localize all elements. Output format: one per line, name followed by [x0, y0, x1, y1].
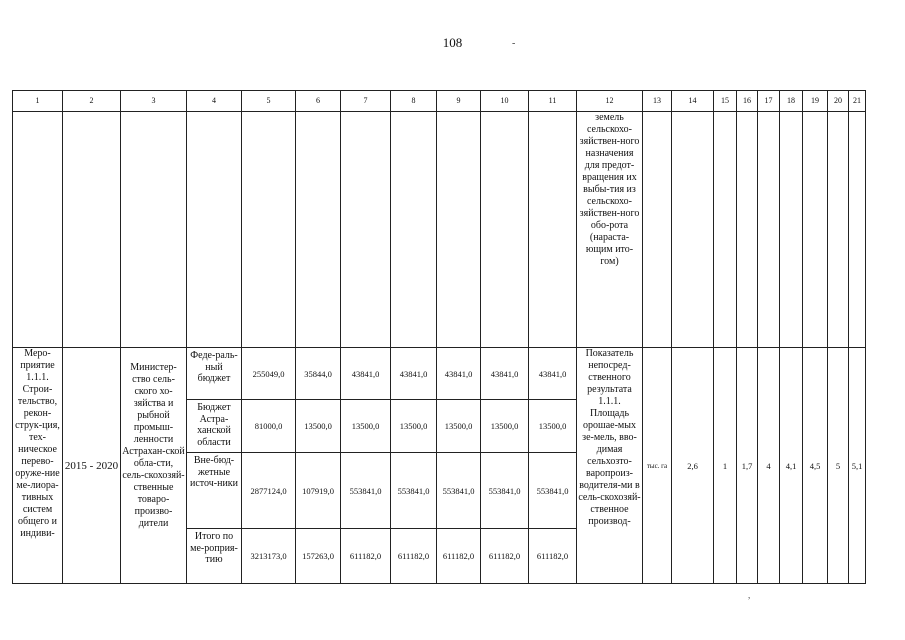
- col-header: 3: [121, 91, 187, 112]
- amount-cell: 553841,0: [529, 453, 577, 529]
- indicator-value: 5: [828, 348, 849, 584]
- amount-cell: 255049,0: [242, 348, 296, 400]
- col-header: 11: [529, 91, 577, 112]
- amount-cell: 81000,0: [242, 400, 296, 453]
- program-table: [12, 90, 866, 584]
- col-header: 21: [849, 91, 866, 112]
- measure-unit: тыс. га: [643, 348, 672, 584]
- indicator-value: 4,5: [803, 348, 828, 584]
- continuation-indicator-text: земель сельскохо-зяйствен-ного назначения для предот-вращения их выбы-тия из сельскохо-зяйствен-ного обо-рота (нараста-ющим ито-гом): [577, 112, 643, 348]
- col-header: 9: [437, 91, 481, 112]
- col-header: 5: [242, 91, 296, 112]
- indicator-value: 5,1: [849, 348, 866, 584]
- funding-source: Феде-раль-ный бюджет: [187, 348, 242, 400]
- amount-cell: 13500,0: [481, 400, 529, 453]
- indicator-value: 4,1: [780, 348, 803, 584]
- funding-source: Итого по ме-роприя-тию: [187, 529, 242, 584]
- indicator-value: 1: [714, 348, 737, 584]
- col-header: 17: [758, 91, 780, 112]
- amount-cell: 3213173,0: [242, 529, 296, 584]
- page-number: 108: [442, 35, 463, 50]
- col-header: 12: [577, 91, 643, 112]
- amount-cell: 13500,0: [391, 400, 437, 453]
- indicator-value: 2,6: [672, 348, 714, 584]
- amount-cell: 157263,0: [296, 529, 341, 584]
- measure-period: 2015 - 2020: [63, 348, 121, 584]
- col-header: 19: [803, 91, 828, 112]
- amount-cell: 43841,0: [481, 348, 529, 400]
- header-row: [13, 91, 866, 112]
- funding-row-federal: [13, 348, 866, 400]
- col-header: 14: [672, 91, 714, 112]
- amount-cell: 611182,0: [481, 529, 529, 584]
- col-header: 13: [643, 91, 672, 112]
- col-header: 2: [63, 91, 121, 112]
- amount-cell: 35844,0: [296, 348, 341, 400]
- amount-cell: 553841,0: [437, 453, 481, 529]
- measure-indicator: Показатель непосред-ственного результата 1.1.1. Площадь орошае-мых зе-мель, вво-димая сельхозто-варопроиз-водителя-ми в сель-скохозяй-ственное производ-: [577, 348, 643, 584]
- amount-cell: 2877124,0: [242, 453, 296, 529]
- measure-executor: Министер-ство сель-ского хо-зяйства и рыбной промыш-ленности Астрахан-ской обла-сти, сель-скохозяй-ственные товаро-произво-дители: [121, 348, 187, 584]
- col-header: 7: [341, 91, 391, 112]
- scan-mark: -: [512, 38, 516, 49]
- col-header: 1: [13, 91, 63, 112]
- amount-cell: 553841,0: [391, 453, 437, 529]
- col-header: 18: [780, 91, 803, 112]
- amount-cell: 13500,0: [296, 400, 341, 453]
- amount-cell: 611182,0: [341, 529, 391, 584]
- amount-cell: 611182,0: [437, 529, 481, 584]
- amount-cell: 43841,0: [529, 348, 577, 400]
- col-header: 15: [714, 91, 737, 112]
- amount-cell: 611182,0: [529, 529, 577, 584]
- col-header: 6: [296, 91, 341, 112]
- col-header: 8: [391, 91, 437, 112]
- amount-cell: 43841,0: [341, 348, 391, 400]
- col-header: 16: [737, 91, 758, 112]
- amount-cell: 553841,0: [481, 453, 529, 529]
- funding-source: Бюджет Астра-ханской области: [187, 400, 242, 453]
- amount-cell: 43841,0: [437, 348, 481, 400]
- amount-cell: 13500,0: [529, 400, 577, 453]
- indicator-value: 4: [758, 348, 780, 584]
- measure-name: Меро-приятие 1.1.1. Строи-тельство, рекон-струк-ция, тех-ническое перево-оруже-ние ме-лиора-тивных систем общего и индиви-: [13, 348, 63, 584]
- amount-cell: 107919,0: [296, 453, 341, 529]
- col-header: 20: [828, 91, 849, 112]
- amount-cell: 611182,0: [391, 529, 437, 584]
- col-header: 10: [481, 91, 529, 112]
- funding-source: Вне-бюд-жетные источ-ники: [187, 453, 242, 529]
- continuation-row: [13, 112, 866, 348]
- amount-cell: 13500,0: [437, 400, 481, 453]
- scan-mark-bottom: ,: [748, 590, 751, 600]
- col-header: 4: [187, 91, 242, 112]
- amount-cell: 13500,0: [341, 400, 391, 453]
- amount-cell: 553841,0: [341, 453, 391, 529]
- indicator-value: 1,7: [737, 348, 758, 584]
- amount-cell: 43841,0: [391, 348, 437, 400]
